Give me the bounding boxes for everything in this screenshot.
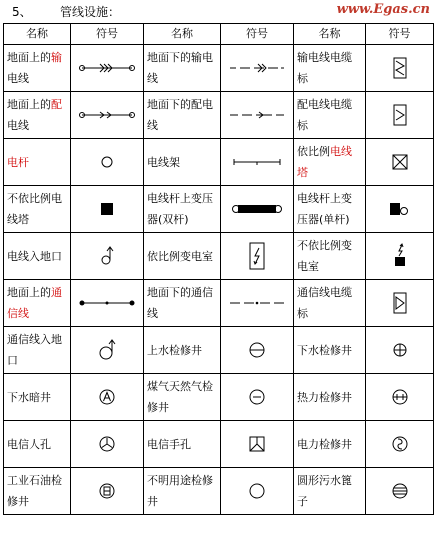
name-text: 电信手孔: [147, 437, 191, 451]
comm-entry-icon: [74, 339, 140, 361]
section-number: 5、: [12, 5, 32, 19]
watermark: www.Egas.cn: [336, 2, 430, 17]
column-header: 符号: [71, 24, 144, 45]
symbol-cell: [71, 327, 144, 374]
comm-cable-marker-icon: [369, 292, 430, 314]
power-cable-marker-icon: [369, 57, 430, 79]
symbol-name: [144, 139, 221, 186]
symbol-name: [144, 280, 221, 327]
sewer-blind-well-icon: [74, 389, 140, 405]
name-text: 电线: [7, 72, 29, 85]
symbol-name: [4, 468, 71, 515]
name-text: 上水检修井: [147, 343, 202, 357]
symbol-cell: [71, 92, 144, 139]
name-text: 依比例变电室: [147, 249, 213, 263]
overground-power-line-icon: [74, 62, 140, 74]
symbol-cell: [366, 468, 434, 515]
symbol-cell: [366, 280, 434, 327]
single-pole-transformer-icon: [369, 202, 430, 216]
symbol-cell: [221, 45, 294, 92]
symbol-name: [4, 374, 71, 421]
overground-distribution-line-icon: [74, 109, 140, 121]
name-text: 不明用途检修井: [147, 474, 213, 508]
electric-pole-icon: [74, 156, 140, 168]
symbol-cell: [221, 139, 294, 186]
column-header: 符号: [366, 24, 434, 45]
name-text: 圆形污水篦子: [297, 474, 352, 508]
section-header: [4, 2, 432, 20]
scaled-tower-icon: [369, 154, 430, 170]
symbol-cell: [71, 233, 144, 280]
symbol-name: [294, 374, 366, 421]
unknown-manhole-icon: [224, 483, 290, 499]
symbol-cell: [221, 233, 294, 280]
symbol-cell: [71, 45, 144, 92]
name-text: 地面上的: [7, 286, 51, 299]
name-text: 电线架: [147, 155, 180, 169]
symbol-cell: [366, 186, 434, 233]
table-row: [4, 280, 434, 327]
name-text: 地面上的: [7, 98, 51, 111]
symbol-name: [4, 280, 71, 327]
name-text: 热力检修井: [297, 390, 352, 404]
unscaled-tower-icon: [74, 202, 140, 216]
symbol-name: [294, 45, 366, 92]
power-manhole-icon: [369, 436, 430, 452]
highlighted-text: 配: [51, 98, 62, 111]
highlighted-text: 电线塔: [297, 145, 352, 179]
highlighted-text: 通信线: [7, 286, 62, 320]
underground-distribution-line-icon: [224, 109, 290, 121]
symbol-name: [4, 233, 71, 280]
name-text: 电线入地口: [7, 249, 62, 263]
symbol-name: [144, 374, 221, 421]
name-text: 电信人孔: [7, 437, 51, 451]
double-pole-transformer-icon: [224, 203, 290, 215]
symbol-cell: [221, 280, 294, 327]
name-text: 通信线电缆标: [297, 286, 352, 320]
name-text: 地面下的通信线: [147, 286, 213, 320]
column-header: 名称: [4, 24, 71, 45]
symbol-name: [144, 468, 221, 515]
name-text: 电力检修井: [297, 437, 352, 451]
symbol-name: [294, 186, 366, 233]
table-row: [4, 186, 434, 233]
symbol-name: [144, 421, 221, 468]
name-text: 通信线入地口: [7, 333, 62, 367]
symbol-cell: [221, 421, 294, 468]
column-header: 名称: [294, 24, 366, 45]
table-header-row: [4, 24, 434, 45]
symbol-cell: [71, 139, 144, 186]
table-row: [4, 468, 434, 515]
symbol-name: [294, 92, 366, 139]
telecom-manhole-icon: [74, 436, 140, 452]
gas-manhole-icon: [224, 389, 290, 405]
column-header: 名称: [144, 24, 221, 45]
name-text: 输电线电缆标: [297, 51, 352, 85]
symbol-name: [294, 139, 366, 186]
cable-entry-icon: [74, 246, 140, 266]
scaled-substation-icon: [224, 242, 290, 270]
name-text: 不依比例电线塔: [7, 192, 62, 226]
name-text: 电线杆上变压器(单杆): [297, 192, 352, 226]
table-row: [4, 421, 434, 468]
underground-power-line-icon: [224, 62, 290, 74]
symbol-name: [4, 45, 71, 92]
symbol-name: [4, 139, 71, 186]
wire-frame-icon: [224, 156, 290, 168]
column-header: 符号: [221, 24, 294, 45]
symbol-cell: [71, 374, 144, 421]
symbol-cell: [71, 468, 144, 515]
name-text: 依比例: [297, 145, 330, 158]
symbol-name: [144, 186, 221, 233]
name-text: 地面下的输电线: [147, 51, 213, 85]
symbol-cell: [221, 92, 294, 139]
symbol-cell: [366, 139, 434, 186]
round-sewer-grate-icon: [369, 483, 430, 499]
name-text: 配电线电缆标: [297, 98, 352, 132]
name-text: 电线: [7, 119, 29, 132]
underground-comm-line-icon: [224, 297, 290, 309]
symbol-cell: [71, 421, 144, 468]
symbol-name: [4, 92, 71, 139]
table-row: [4, 327, 434, 374]
symbol-cell: [366, 327, 434, 374]
distribution-cable-marker-icon: [369, 104, 430, 126]
table-row: [4, 139, 434, 186]
table-row: [4, 374, 434, 421]
table-row: [4, 233, 434, 280]
symbol-name: [144, 45, 221, 92]
symbol-cell: [366, 45, 434, 92]
name-text: 不依比例变电室: [297, 239, 352, 273]
name-text: 电线杆上变压器(双杆): [147, 192, 213, 226]
pipeline-symbol-table: [3, 23, 434, 515]
symbol-cell: [221, 327, 294, 374]
heat-manhole-icon: [369, 389, 430, 405]
name-text: 下水暗井: [7, 390, 51, 404]
symbol-cell: [366, 421, 434, 468]
name-text: 地面上的: [7, 51, 51, 64]
symbol-name: [144, 92, 221, 139]
name-text: 煤气天然气检修井: [147, 380, 213, 414]
unscaled-substation-icon: [369, 243, 430, 269]
symbol-name: [4, 327, 71, 374]
symbol-cell: [71, 280, 144, 327]
symbol-name: [294, 327, 366, 374]
water-supply-manhole-icon: [224, 342, 290, 358]
name-text: 地面下的配电线: [147, 98, 213, 132]
highlighted-text: 输: [51, 51, 62, 64]
telecom-handhole-icon: [224, 436, 290, 452]
symbol-name: [4, 421, 71, 468]
symbol-name: [4, 186, 71, 233]
table-row: [4, 45, 434, 92]
symbol-cell: [221, 374, 294, 421]
table-row: [4, 92, 434, 139]
overground-comm-line-icon: [74, 297, 140, 309]
oil-manhole-icon: [74, 483, 140, 499]
symbol-cell: [366, 374, 434, 421]
sewer-manhole-icon: [369, 343, 430, 357]
symbol-cell: [366, 92, 434, 139]
highlighted-text: 电杆: [7, 155, 29, 169]
name-text: 下水检修井: [297, 343, 352, 357]
symbol-name: [294, 421, 366, 468]
symbol-name: [294, 280, 366, 327]
section-title: 管线设施：: [60, 5, 121, 19]
symbol-cell: [71, 186, 144, 233]
symbol-name: [144, 233, 221, 280]
name-text: 工业石油检修井: [7, 474, 62, 508]
symbol-cell: [221, 468, 294, 515]
symbol-name: [144, 327, 221, 374]
symbol-name: [294, 233, 366, 280]
symbol-cell: [221, 186, 294, 233]
symbol-cell: [366, 233, 434, 280]
symbol-name: [294, 468, 366, 515]
